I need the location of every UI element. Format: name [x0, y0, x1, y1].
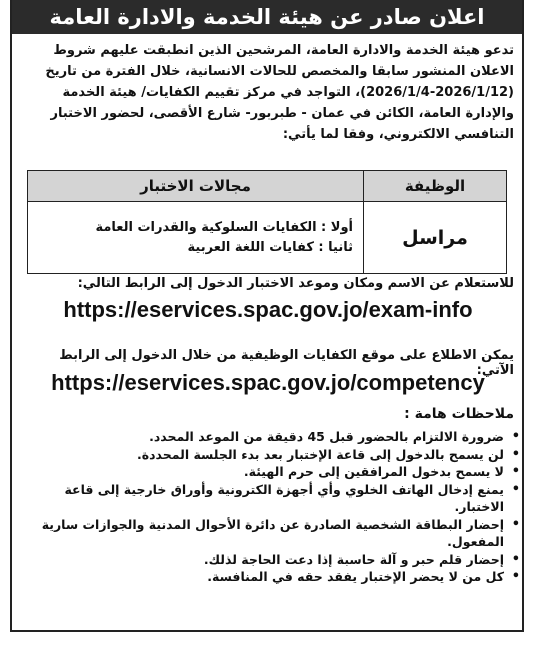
intro-line: التنافسي الالكتروني، وفقا لما يأتي:: [282, 127, 514, 142]
note-text: لا يسمح بدخول المرافقين إلى حرم الهيئة.: [243, 464, 504, 479]
bullet-icon: •: [511, 446, 520, 462]
note-text: إحضار البطاقة الشخصية الصادرة عن دائرة الأحوال المدنية والجوازات سارية المفعول.: [41, 516, 504, 549]
list-item: [22, 446, 520, 464]
intro-line: تدعو هيئة الخدمة والادارة العامة، المرشحين الذين انطبقت عليهم شروط: [53, 43, 514, 58]
notes-list: [22, 428, 528, 586]
list-item: [22, 568, 520, 586]
announcement-title: اعلان صادر عن هيئة الخدمة والادارة العامة: [12, 0, 522, 34]
competency-label: يمكن الاطلاع على موقع الكفايات الوظيفية من خلال الدخول إلى الرابط الآتي:: [59, 348, 514, 378]
fields-column-header: مجالات الاختبار: [28, 171, 364, 202]
test-field-item: ثانيا : كفايات اللغة العربية: [187, 239, 353, 255]
list-item: [22, 481, 520, 516]
jobs-table: [27, 170, 507, 274]
bullet-icon: •: [511, 464, 520, 479]
test-fields-cell: [28, 202, 364, 274]
note-text: ضرورة الالتزام بالحضور قبل 45 دقيقة من الموعد المحدد.: [149, 429, 504, 444]
table-row: [28, 202, 507, 274]
note-text: إحضار قلم حبر و آلة حاسبة إذا دعت الحاجة لذلك.: [203, 551, 504, 567]
announcement-page: [10, 0, 524, 632]
bullet-icon: •: [511, 551, 520, 567]
job-title-cell: مراسل: [364, 202, 507, 274]
bullet-icon: •: [511, 481, 520, 497]
note-text: يمنع إدخال الهاتف الخلوي وأي أجهزة الكترونية وأوراق خارجية إلى قاعة الاختبار.: [64, 481, 504, 514]
list-item: [22, 551, 520, 569]
list-item: [22, 428, 520, 446]
exam-info-link[interactable]: https://eservices.spac.gov.jo/exam-info: [63, 297, 473, 322]
note-text: كل من لا يحضر الإختبار يفقد حقه في المنافسة.: [207, 569, 504, 584]
table-header-row: [28, 171, 507, 202]
list-item: [22, 516, 520, 551]
bullet-icon: •: [511, 429, 520, 444]
job-column-header: الوظيفة: [364, 171, 507, 202]
intro-line: (2026/1/4-2026/1/12)، التواجد في مركز تقييم الكفايات/ هيئة الخدمة: [62, 85, 514, 100]
intro-paragraph: [22, 40, 514, 145]
notes-title: ملاحظات هامة :: [404, 406, 514, 422]
note-text: لن يسمح بالدخول إلى قاعة الإختبار بعد بدء الجلسة المحددة.: [136, 446, 504, 462]
list-item: [22, 463, 520, 481]
bullet-icon: •: [511, 516, 520, 532]
test-field-item: أولا : الكفايات السلوكية والقدرات العامة: [95, 219, 353, 235]
competency-link[interactable]: https://eservices.spac.gov.jo/competency: [51, 370, 485, 395]
intro-line: والإدارة العامة، الكائن في عمان - طبربور- شارع الأقصى، لحضور الاختبار: [50, 106, 514, 121]
inquiry-label: للاستعلام عن الاسم ومكان وموعد الاختبار الدخول إلى الرابط التالي:: [77, 276, 514, 291]
intro-line: الاعلان المنشور سابقا والمخصص للحالات الانسانية، خلال الفترة من تاريخ: [45, 64, 514, 79]
bullet-icon: •: [511, 569, 520, 584]
